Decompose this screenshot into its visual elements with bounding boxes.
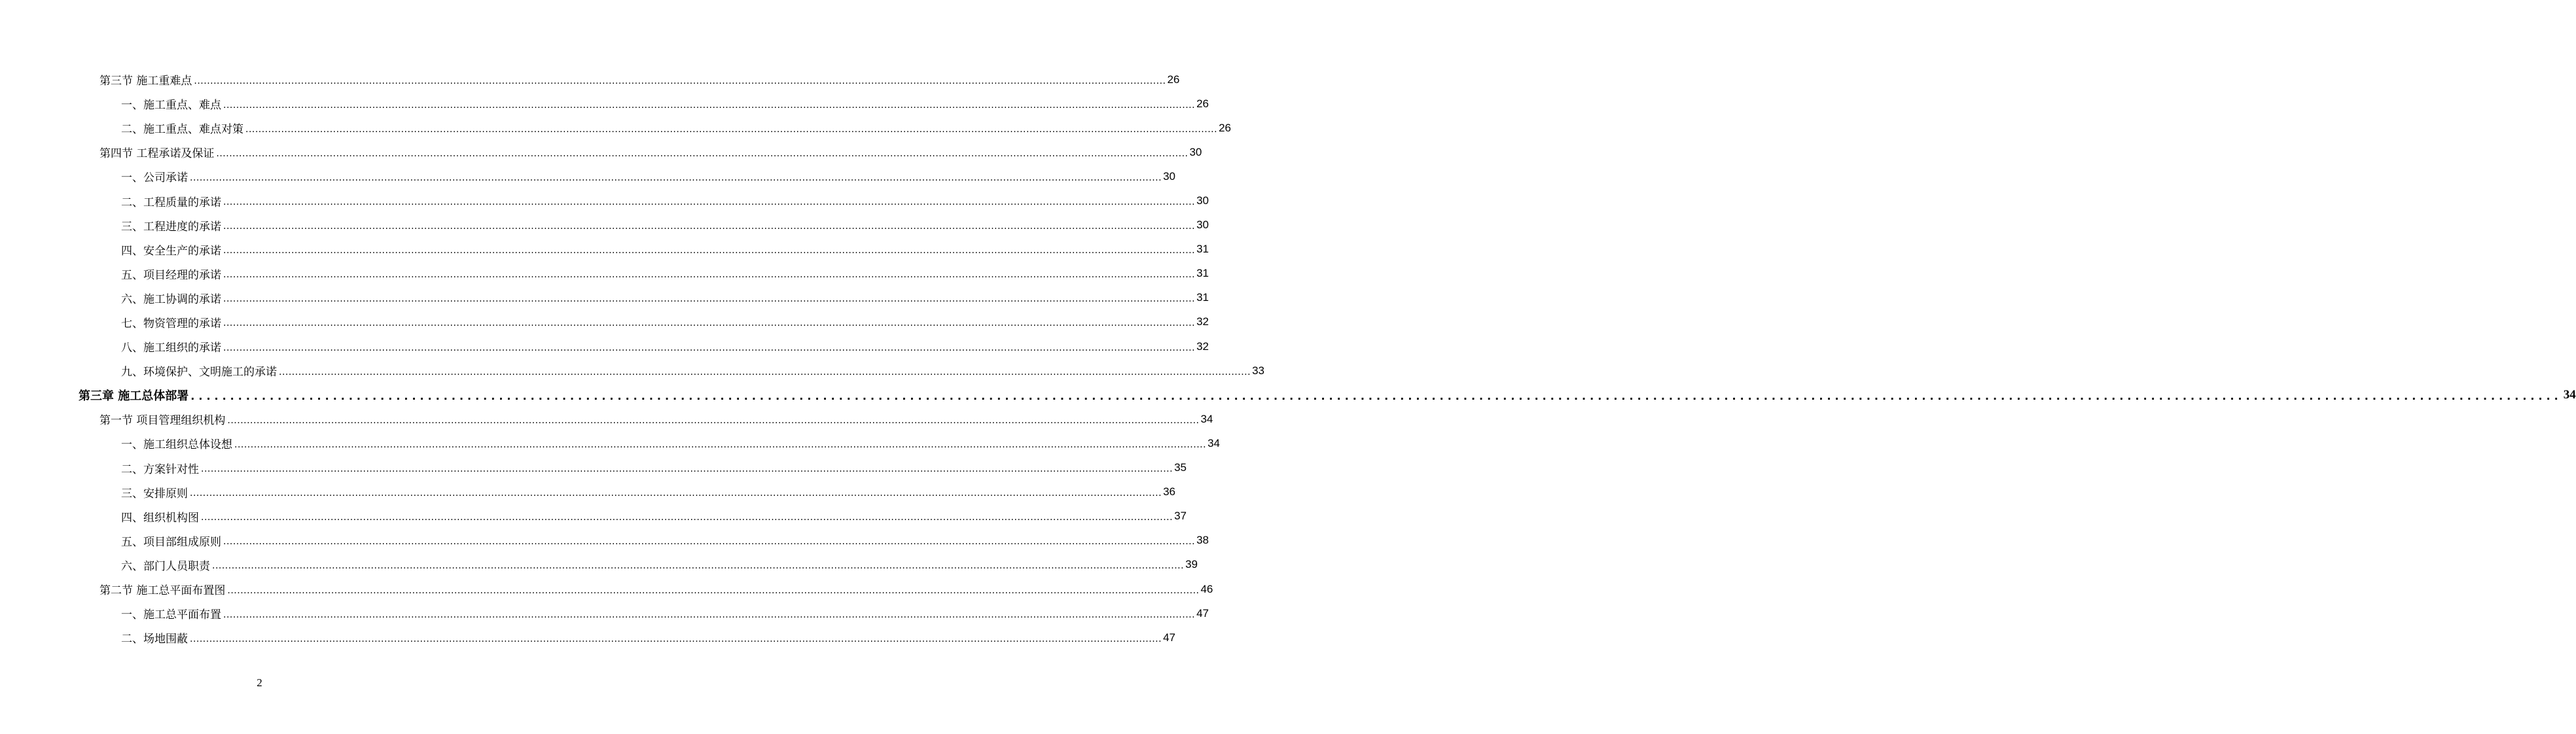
toc-subsection-entry[interactable]	[0, 456, 1187, 480]
toc-entry-page: 26	[1167, 73, 1180, 86]
toc-subsection-entry[interactable]	[0, 286, 1209, 310]
toc-entry-page: 36	[1163, 485, 1175, 498]
toc-entry-page: 39	[1185, 558, 1198, 571]
toc-entry-page: 37	[1174, 510, 1187, 523]
toc-entry-title: 第二节 施工总平面布置图	[99, 581, 227, 597]
toc-entry-title: 二、施工重点、难点对策	[121, 120, 245, 136]
toc-entry-title: 三、工程进度的承诺	[121, 217, 223, 234]
toc-entry-title: 第一节 项目管理组织机构	[99, 411, 227, 427]
toc-entry-page: 47	[1196, 606, 1209, 620]
toc-entry-page: 46	[1200, 582, 1213, 595]
toc-entry-page: 33	[1252, 364, 1264, 377]
dot-leader: ............................................................................................................................................................................................................................................................................................................	[212, 561, 1185, 572]
dot-leader: ............................................................................................................................................................................................................................................................................................................	[223, 342, 1196, 353]
toc-entry-title: 五、项目部组成原则	[121, 533, 223, 549]
dot-leader: ............................................................................................................................................................................................................................................................................................................	[223, 270, 1196, 281]
toc-entry-title: 九、环境保护、文明施工的承诺	[121, 362, 279, 379]
toc-subsection-entry[interactable]	[0, 164, 1175, 188]
toc-subsection-entry[interactable]	[0, 92, 1209, 116]
toc-entry-page: 26	[1219, 121, 1231, 134]
table-of-contents	[0, 67, 2576, 650]
toc-subsection-entry[interactable]	[0, 504, 1187, 529]
toc-entry-title: 第三章 施工总体部署	[79, 387, 190, 404]
dot-leader: ............................................................................................................................................................................................................................................................................................................	[223, 294, 1196, 305]
toc-section-entry[interactable]	[0, 407, 1213, 431]
dot-leader: ............................................................................................................................................................................................................................................................................................................	[190, 172, 1162, 183]
dot-leader: ............................................................................................................................................................................................................................................................................................................	[223, 197, 1196, 208]
toc-entry-page: 30	[1196, 194, 1209, 207]
toc-entry-title: 四、组织机构图	[121, 508, 201, 525]
toc-entry-title: 三、安排原则	[121, 484, 190, 500]
dot-leader: ............................................................................................................................................................................................................................................................................................................	[223, 609, 1196, 620]
toc-subsection-entry[interactable]	[0, 116, 1231, 140]
toc-subsection-entry[interactable]	[0, 358, 1264, 383]
toc-subsection-entry[interactable]	[0, 310, 1209, 334]
toc-entry-title: 二、方案针对性	[121, 460, 201, 476]
toc-entry-title: 二、场地围蔽	[121, 629, 190, 646]
toc-entry-page: 32	[1196, 315, 1209, 328]
dot-leader: ............................................................................................................................................................................................................................................................................................................	[227, 415, 1200, 426]
dot-leader: ............................................................................................................................................................................................................................................................................................................	[190, 488, 1162, 499]
toc-entry-page: 31	[1196, 291, 1209, 304]
toc-entry-page: 32	[1196, 340, 1209, 353]
dot-leader: ............................................................................................................................................................................................................................................................................................................	[201, 464, 1173, 475]
toc-entry-title: 二、工程质量的承诺	[121, 193, 223, 209]
dot-leader: ............................................................................................................................................................................................................................................................................................................	[201, 512, 1173, 523]
toc-entry-title: 一、公司承诺	[121, 168, 190, 184]
dot-leader: ............................................................................................................................................................................................................................................................................................................	[223, 245, 1196, 256]
toc-entry-title: 五、项目经理的承诺	[121, 266, 223, 282]
toc-subsection-entry[interactable]	[0, 480, 1175, 504]
toc-entry-title: 六、部门人员职责	[121, 557, 212, 573]
dot-leader: ............................................................................................................................................................................................................................................................................................................	[190, 633, 1162, 644]
toc-entry-title: 一、施工重点、难点	[121, 96, 223, 112]
toc-entry-page: 30	[1189, 145, 1202, 158]
dot-leader: ............................................................................................................................................................................................................................................................................................................	[227, 585, 1200, 596]
toc-chapter-entry[interactable]	[0, 383, 2576, 407]
toc-subsection-entry[interactable]	[0, 625, 1175, 650]
dot-leader: ............................................................................................................................................................................................................................................................................................................	[190, 390, 2562, 403]
toc-subsection-entry[interactable]	[0, 237, 1209, 262]
dot-leader: ............................................................................................................................................................................................................................................................................................................	[223, 536, 1196, 548]
toc-entry-page: 31	[1196, 267, 1209, 280]
dot-leader: ............................................................................................................................................................................................................................................................................................................	[245, 124, 1218, 135]
toc-entry-page: 34	[1200, 412, 1213, 425]
toc-subsection-entry[interactable]	[0, 601, 1209, 625]
toc-entry-page: 38	[1196, 534, 1209, 547]
toc-entry-title: 第三节 施工重难点	[99, 71, 194, 88]
dot-leader: ............................................................................................................................................................................................................................................................................................................	[194, 75, 1166, 86]
toc-section-entry[interactable]	[0, 67, 1180, 92]
toc-section-entry[interactable]	[0, 140, 1202, 164]
toc-entry-page: 30	[1196, 218, 1209, 232]
dot-leader: ............................................................................................................................................................................................................................................................................................................	[216, 148, 1189, 159]
toc-entry-title: 八、施工组织的承诺	[121, 338, 223, 355]
toc-subsection-entry[interactable]	[0, 262, 1209, 286]
dot-leader: ............................................................................................................................................................................................................................................................................................................	[279, 366, 1251, 377]
dot-leader: ............................................................................................................................................................................................................................................................................................................	[223, 99, 1196, 111]
toc-entry-title: 一、施工组织总体设想	[121, 435, 234, 451]
toc-entry-page: 34	[2563, 387, 2576, 402]
toc-entry-page: 31	[1196, 243, 1209, 256]
toc-entry-page: 26	[1196, 97, 1209, 110]
toc-subsection-entry[interactable]	[0, 213, 1209, 237]
toc-section-entry[interactable]	[0, 577, 1213, 601]
toc-entry-page: 30	[1163, 169, 1175, 183]
toc-subsection-entry[interactable]	[0, 334, 1209, 358]
dot-leader: ............................................................................................................................................................................................................................................................................................................	[223, 318, 1196, 329]
toc-entry-title: 一、施工总平面布置	[121, 605, 223, 621]
toc-entry-page: 47	[1163, 631, 1175, 644]
toc-subsection-entry[interactable]	[0, 188, 1209, 213]
toc-entry-title: 四、安全生产的承诺	[121, 241, 223, 258]
toc-entry-page: 34	[1208, 436, 1220, 449]
toc-entry-title: 七、物资管理的承诺	[121, 314, 223, 330]
toc-entry-title: 六、施工协调的承诺	[121, 290, 223, 306]
toc-subsection-entry[interactable]	[0, 529, 1209, 553]
toc-subsection-entry[interactable]	[0, 431, 1220, 455]
toc-entry-title: 第四节 工程承诺及保证	[99, 144, 216, 160]
page-number: 2	[257, 676, 262, 689]
dot-leader: ............................................................................................................................................................................................................................................................................................................	[234, 439, 1207, 450]
toc-subsection-entry[interactable]	[0, 553, 1198, 577]
dot-leader: ............................................................................................................................................................................................................................................................................................................	[223, 221, 1196, 232]
toc-entry-page: 35	[1174, 461, 1187, 474]
